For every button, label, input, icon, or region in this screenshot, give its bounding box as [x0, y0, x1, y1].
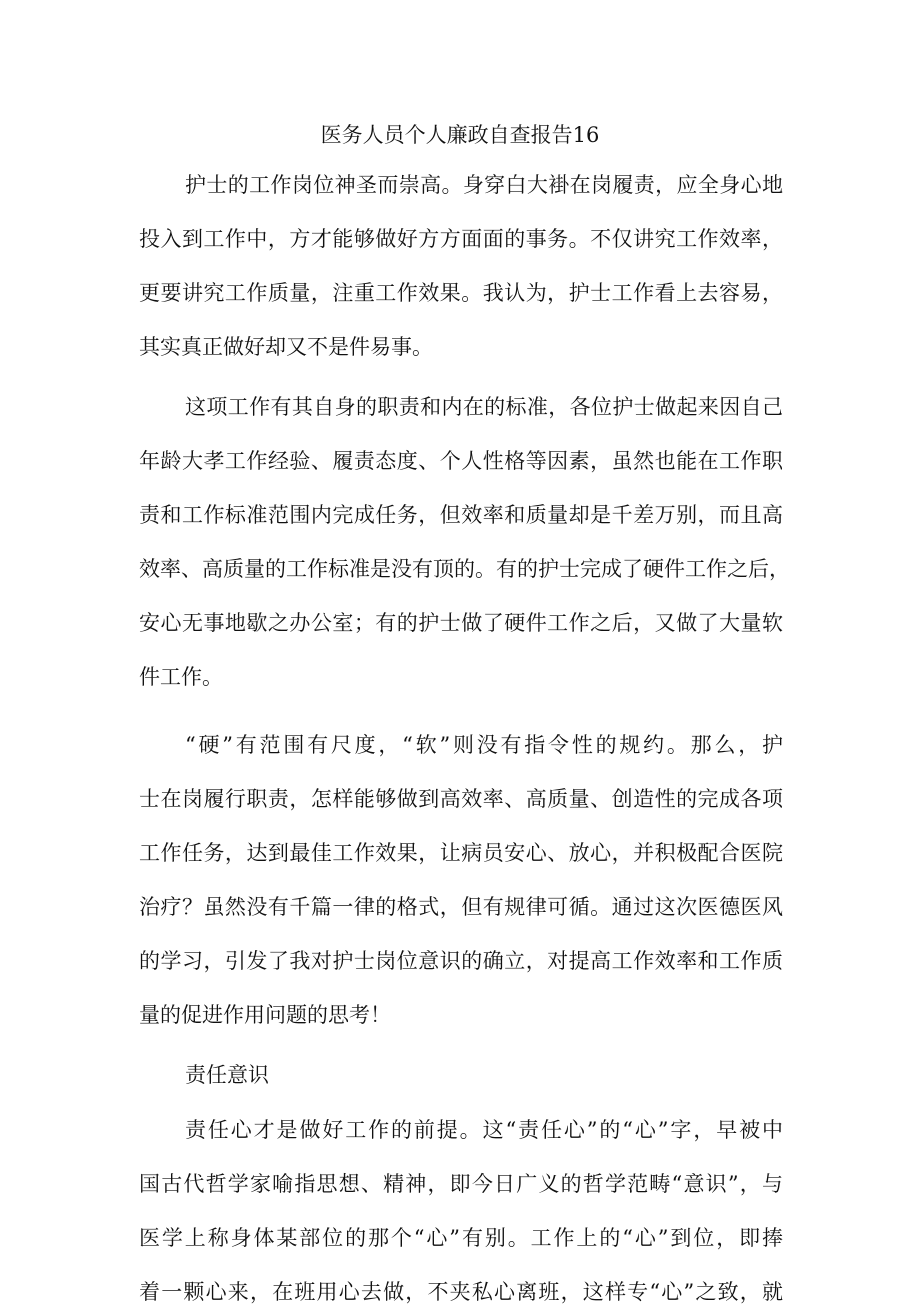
text-line: 效率、高质量的工作标准是没有顶的。有的护士完成了硬件工作之后， — [139, 557, 790, 581]
text-line: 责任心才是做好工作的前提。这“责任心”的“心”字，早被中 — [185, 1118, 783, 1142]
text-line: 更要讲究工作质量，注重工作效果。我认为，护士工作看上去容易， — [139, 281, 783, 305]
text-line: 其实真正做好却又不是件易事。 — [139, 335, 433, 359]
text-line: “硬”有范围有尺度，“软”则没有指令性的规约。那么，护 — [185, 733, 783, 757]
text-line: 护士的工作岗位神圣而崇高。身穿白大褂在岗履责，应全身心地 — [185, 173, 783, 197]
text-line: 安心无事地歇之办公室；有的护士做了硬件工作之后，又做了大量软 — [139, 611, 783, 635]
document-title: 医务人员个人廉政自查报告16 — [320, 123, 600, 147]
text-line: 量的促进作用问题的思考！ — [139, 1003, 391, 1027]
text-line: 治疗？虽然没有千篇一律的格式，但有规律可循。通过这次医德医风 — [139, 895, 783, 919]
text-line: 工作任务，达到最佳工作效果，让病员安心、放心，并积极配合医院 — [139, 841, 783, 865]
text-line: 责和工作标准范围内完成任务，但效率和质量却是千差万别，而且高 — [139, 503, 783, 527]
text-line: 着一颗心来，在班用心去做，不夹私心离班，这样专“心”之致，就 — [139, 1280, 783, 1304]
text-line: 的学习，引发了我对护士岗位意识的确立，对提高工作效率和工作质 — [139, 949, 783, 973]
text-line: 国古代哲学家喻指思想、精神，即今日广义的哲学范畴“意识”，与 — [139, 1172, 783, 1196]
text-line: 这项工作有其自身的职责和内在的标准，各位护士做起来因自己 — [185, 395, 783, 419]
text-line: 士在岗履行职责，怎样能够做到高效率、高质量、创造性的完成各项 — [139, 787, 783, 811]
section-heading: 责任意识 — [185, 1063, 269, 1087]
text-line: 年龄大孝工作经验、履责态度、个人性格等因素，虽然也能在工作职 — [139, 449, 783, 473]
text-line: 件工作。 — [139, 665, 223, 689]
text-line: 投入到工作中，方才能够做好方方面面的事务。不仅讲究工作效率， — [139, 227, 783, 251]
text-line: 医学上称身体某部位的那个“心”有别。工作上的“心”到位，即捧 — [139, 1226, 783, 1250]
